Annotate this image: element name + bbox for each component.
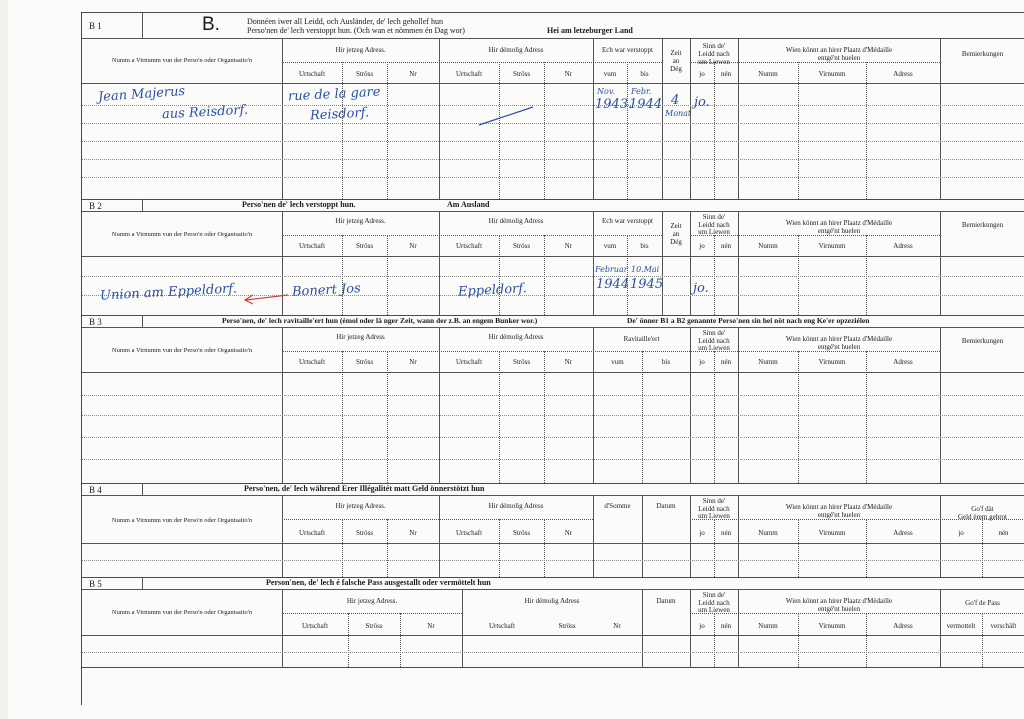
col-former-address: Hir démolig Adress xyxy=(524,597,580,605)
col-current-address: Hir jetzeg Adress. xyxy=(335,46,386,54)
sub-nr: Nr xyxy=(564,358,573,366)
section-b3 xyxy=(82,315,1024,484)
col-name-header: Numm a Virnumm vun der Perso'n oder Organisatio'n xyxy=(111,517,253,524)
sub-town: Urtschaft xyxy=(488,622,516,630)
col-time-line3: Dég xyxy=(670,65,682,73)
sub-no: nén xyxy=(720,622,732,630)
sub-firstname: Virnumm xyxy=(818,70,846,78)
col-suffered-line2: Leidd nach xyxy=(698,221,730,229)
col-time-line3: Dég xyxy=(670,238,682,246)
handwritten-alive-yes: jo. xyxy=(693,281,709,296)
col-former-address: Hir démolig Adress xyxy=(488,333,544,341)
handwritten-to-month: Febr. xyxy=(631,87,652,96)
sub-town: Urtschaft xyxy=(298,242,326,250)
sub-no: nén xyxy=(720,529,732,537)
col-remarks: Bemierkungen xyxy=(961,50,1004,58)
section-code: B 4 xyxy=(89,485,102,495)
section-code: B 3 xyxy=(89,317,102,327)
col-suffered-line1: Sinn de' xyxy=(702,497,726,505)
sub-no: nén xyxy=(998,529,1009,537)
sub-to: bis xyxy=(640,70,649,78)
col-name-header: Numm a Virnumm vun der Perso'n oder Organisatio'n xyxy=(111,231,253,238)
col-medal-line1: Wien könnt an hirer Plaatz d'Médaille xyxy=(785,503,893,511)
col-suffered-line2: Leidd nach xyxy=(698,50,730,58)
sub-street: Ströss xyxy=(558,622,576,630)
resistance-questionnaire-form xyxy=(81,12,1024,705)
handwritten-address-line1: rue de la gare xyxy=(287,84,381,105)
col-former-address: Hir démolig Adress xyxy=(488,502,544,510)
section-title-line1: Donnéen iwer all Leidd, och Ausländer, de' lech gehollef hun xyxy=(247,17,443,26)
section-b2 xyxy=(82,199,1024,316)
section-b5 xyxy=(82,577,1024,668)
col-current-address: Hir jetzeg Adress. xyxy=(335,502,386,510)
sub-to: bis xyxy=(640,242,649,250)
sub-to: bis xyxy=(661,358,671,366)
handwritten-to-date: 10.Mai xyxy=(631,265,660,274)
sub-town: Urtschaft xyxy=(298,358,326,366)
sub-address: Adress xyxy=(893,70,913,78)
col-money-returned-line1: Go'f dät xyxy=(971,505,994,513)
sub-street: Ströss xyxy=(355,242,374,250)
section-title: Perso'nen de' lech verstoppt hun. xyxy=(242,200,356,209)
col-suffered-line3: um Liewen xyxy=(698,606,730,614)
col-suffered-line3: um Liewen xyxy=(698,512,730,520)
paper-edge xyxy=(0,0,8,719)
handwritten-to-year: 1944 xyxy=(629,97,663,112)
col-time-line2: an xyxy=(672,57,680,65)
sub-nr: Nr xyxy=(409,358,417,366)
col-medal-line2: entgé'nt huelen xyxy=(817,227,861,235)
sub-town: Urtschaft xyxy=(298,70,326,78)
col-medal-line2: entgé'nt huelen xyxy=(817,605,861,613)
sub-address: Adress xyxy=(893,622,913,630)
col-money-returned-line2: Geld èrem gebrot xyxy=(958,513,1007,521)
col-name-header: Numm a Virnumm vun der Perso'n oder Organisatio'n xyxy=(111,347,253,354)
col-remarks: Bemierkungen xyxy=(961,221,1004,229)
sub-from: vum xyxy=(603,242,617,250)
col-name-header: Numm a Virnumm vun der Perso'n oder Organisatio'n xyxy=(111,57,253,64)
col-supplied: Ravitaille'ert xyxy=(623,335,660,343)
sub-street: Ströss xyxy=(512,242,531,250)
col-hidden-period: Ech war verstoppt xyxy=(602,217,653,225)
col-suffered-line3: um Liewen xyxy=(698,228,730,236)
handwritten-days-unit: Monat xyxy=(665,109,692,118)
section-b1 xyxy=(82,13,1024,200)
sub-address: Adress xyxy=(893,358,913,366)
section-code: B 2 xyxy=(89,201,102,211)
sub-nr: Nr xyxy=(427,622,435,630)
section-title-line2: Perso'nen de' lech verstoppt hun. (Och wan et nömmen én Dag wor) xyxy=(247,26,465,35)
sub-name: Numm xyxy=(758,622,778,630)
section-note: De' önner B1 a B2 genannte Perso'nen sin hei nöt nach eng Ke'er opzeziélen xyxy=(627,316,870,325)
col-former-address: Hir démolig Adress xyxy=(488,217,544,225)
sub-sold: vermottelt xyxy=(946,622,976,630)
sub-yes: jo xyxy=(699,70,705,78)
sub-town: Urtschaft xyxy=(455,70,483,78)
sub-nr: Nr xyxy=(564,242,573,250)
sub-name: Numm xyxy=(758,529,778,537)
col-suffered-line2: Leidd nach xyxy=(698,505,730,513)
col-medal-line1: Wien könnt an hirer Plaatz d'Médaille xyxy=(785,335,893,343)
sub-yes: jo xyxy=(699,242,705,250)
col-suffered-line1: Sinn de' xyxy=(702,42,726,50)
sub-from: vum xyxy=(603,70,617,78)
sub-name: Numm xyxy=(758,70,778,78)
col-amount: d'Somme xyxy=(604,502,631,510)
sub-town: Urtschaft xyxy=(455,529,483,537)
section-title: Perso'nen, de' lech während Erer Illégalitét matt Geld önnerstötzt hun xyxy=(244,484,485,493)
section-location: Hei am letzeburger Land xyxy=(547,26,633,35)
col-suffered-line1: Sinn de' xyxy=(702,591,726,599)
sub-yes: jo xyxy=(699,622,705,630)
sub-nr: Nr xyxy=(613,622,621,630)
col-suffered-line3: um Liewen xyxy=(698,344,730,352)
handwritten-name-line2: aus Reisdorf. xyxy=(161,102,249,123)
sub-yes: jo xyxy=(699,358,705,366)
col-medal-line1: Wien könnt an hirer Plaatz d'Médaille xyxy=(785,597,893,605)
sub-firstname: Virnumm xyxy=(818,242,846,250)
handwritten-address-line2: Reisdorf. xyxy=(309,105,370,124)
handwritten-former-address: Eppeldorf. xyxy=(457,281,528,300)
col-medal-line2: entgé'nt huelen xyxy=(817,511,861,519)
handwritten-from-month: Februar xyxy=(595,265,628,274)
handwritten-alive-yes: jo. xyxy=(694,95,710,110)
col-date: Datum xyxy=(656,597,676,605)
handwritten-from-year: 1944 xyxy=(596,277,630,292)
sub-street: Ströss xyxy=(355,70,374,78)
sub-yes: jo xyxy=(958,529,964,537)
handwritten-name-line1: Jean Majerus xyxy=(97,83,186,106)
col-date: Datum xyxy=(656,502,676,510)
handwritten-days-number: 4 xyxy=(671,93,680,108)
col-time-line1: Zeit xyxy=(670,49,682,57)
handwritten-from-year: 1943. xyxy=(595,97,633,112)
col-current-address: Hir jetzeg Adress. xyxy=(335,217,386,225)
sub-town: Urtschaft xyxy=(455,242,483,250)
sub-name: Numm xyxy=(758,358,778,366)
section-title: Person'nen, de' lech é falsche Pass ausgestallt oder vermöttelt hun xyxy=(266,578,491,587)
sub-nr: Nr xyxy=(564,70,573,78)
col-time-line1: Zeit xyxy=(670,222,682,230)
section-location: Am Ausland xyxy=(447,200,490,209)
sub-street: Ströss xyxy=(365,622,383,630)
sub-no: nén xyxy=(720,70,732,78)
sub-firstname: Virnumm xyxy=(818,622,846,630)
col-medal-line2: entgé'nt huelen xyxy=(817,54,861,62)
col-time-line2: an xyxy=(672,230,680,238)
section-title: Perso'nen, de' lech ravitaille'ert hun (émol oder lä nger Zeit, wann der z.B. an engem Bunker wor.) xyxy=(222,316,538,325)
handwritten-current-address: Bonert Jos xyxy=(291,281,362,300)
sub-nr: Nr xyxy=(564,529,573,537)
sub-address: Adress xyxy=(893,242,913,250)
sub-yes: jo xyxy=(699,529,705,537)
col-medal-line1: Wien könnt an hirer Plaatz d'Médaille xyxy=(785,46,893,54)
sub-nr: Nr xyxy=(409,70,417,78)
sub-no: nén xyxy=(720,242,732,250)
handwritten-organisation: Union am Eppeldorf. xyxy=(99,281,238,304)
arrow-mark xyxy=(240,291,290,307)
col-current-address: Hir jetzeg Adress xyxy=(336,333,385,341)
col-suffered-line1: Sinn de' xyxy=(702,329,726,337)
col-current-address: Hir jetzeg Adress. xyxy=(346,597,398,605)
section-code: B 5 xyxy=(89,579,102,589)
section-b4 xyxy=(82,483,1024,578)
sub-nr: Nr xyxy=(409,242,417,250)
handwritten-from-month: Nov. xyxy=(597,87,615,96)
sub-no: nén xyxy=(720,358,732,366)
col-pass: Go'f de Pass xyxy=(965,599,1000,607)
sub-name: Numm xyxy=(758,242,778,250)
sub-firstname: Virnumm xyxy=(818,529,846,537)
col-suffered-line2: Leidd nach xyxy=(698,599,730,607)
sub-street: Ströss xyxy=(512,529,531,537)
col-hidden-period: Ech war verstoppt xyxy=(602,46,653,54)
handwritten-to-year: 1945 xyxy=(630,277,664,292)
col-former-address: Hir démolig Adress xyxy=(488,46,544,54)
col-suffered-line3: um Liewen xyxy=(698,58,730,66)
col-suffered-line2: Leidd nach xyxy=(698,337,730,345)
section-code: B 1 xyxy=(89,21,102,31)
sub-street: Ströss xyxy=(512,70,531,78)
sub-firstname: Virnumm xyxy=(818,358,846,366)
sub-town: Urtschaft xyxy=(298,529,326,537)
sub-street: Ströss xyxy=(355,358,374,366)
sub-made: verschäft xyxy=(990,622,1017,630)
sub-address: Adress xyxy=(893,529,913,537)
col-medal-line2: entgé'nt huelen xyxy=(817,343,861,351)
section-letter: B. xyxy=(202,14,220,35)
sub-nr: Nr xyxy=(409,529,417,537)
sub-street: Ströss xyxy=(512,358,531,366)
col-medal-line1: Wien könnt an hirer Plaatz d'Médaille xyxy=(785,219,893,227)
col-suffered-line1: Sinn de' xyxy=(702,213,726,221)
sub-town: Urtschaft xyxy=(301,622,329,630)
sub-town: Urtschaft xyxy=(455,358,483,366)
sub-from: vum xyxy=(611,358,624,366)
sub-street: Ströss xyxy=(355,529,374,537)
strike-dash-mark xyxy=(477,103,537,129)
col-name-header: Numm a Virnumm vun der Perso'n oder Organisatio'n xyxy=(111,609,253,616)
col-remarks: Bemierkungen xyxy=(961,337,1004,345)
